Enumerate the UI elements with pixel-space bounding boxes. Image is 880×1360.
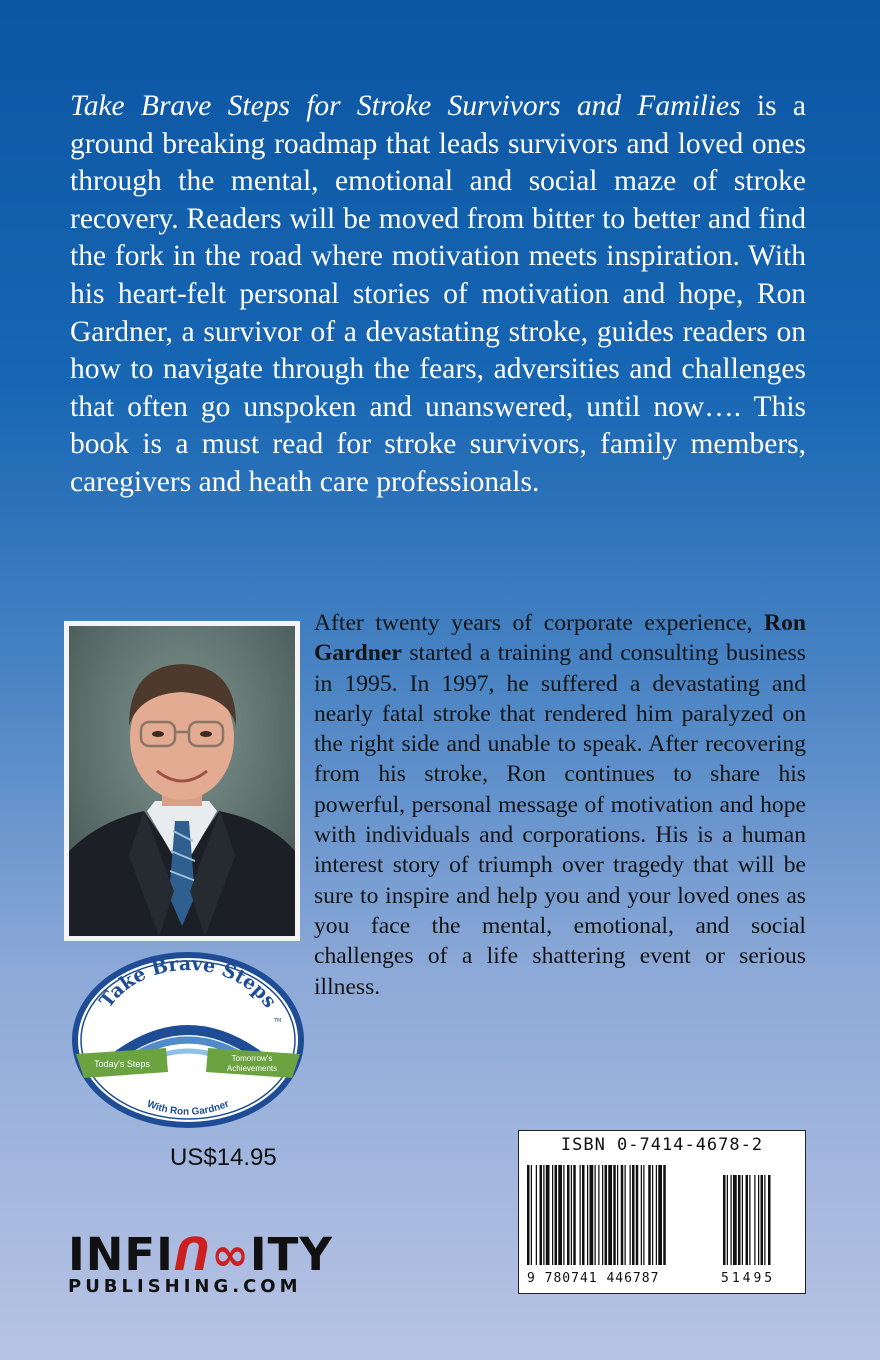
barcode-bar (641, 1165, 642, 1265)
barcode-bar (531, 1165, 532, 1265)
barcode-bar (613, 1165, 616, 1265)
barcode-bar (630, 1165, 631, 1265)
barcode-bar (602, 1165, 603, 1265)
barcode-bar (571, 1165, 572, 1265)
cover-blurb (70, 88, 806, 502)
bio-intro: After twenty years of corporate experience, (314, 610, 765, 636)
barcode-ext-bar (749, 1175, 750, 1265)
barcode-bar (605, 1165, 608, 1265)
barcode-bar (617, 1165, 618, 1265)
publisher-name (68, 1228, 398, 1281)
barcode-bar (536, 1165, 537, 1265)
barcode-bar (567, 1165, 570, 1265)
publisher-logo (68, 1228, 398, 1297)
barcode-bar (648, 1165, 651, 1265)
barcode-bars (527, 1165, 801, 1269)
barcode-ext-bar (738, 1175, 741, 1265)
barcode-bar (587, 1165, 588, 1265)
publisher-name-start: INFI (68, 1228, 174, 1281)
barcode-bar (656, 1165, 657, 1265)
barcode-bar (636, 1165, 639, 1265)
barcode-bar (573, 1165, 576, 1265)
barcode-bar (543, 1165, 544, 1265)
barcode-ext-bar (733, 1175, 737, 1265)
barcode-bar (590, 1165, 594, 1265)
barcode-ext-bar (746, 1175, 749, 1265)
barcode-ext-bar (727, 1175, 728, 1265)
barcode-ext-bar (723, 1175, 726, 1265)
barcode-bar (580, 1165, 581, 1265)
barcode-bar (563, 1165, 564, 1265)
barcode-ext-bar (758, 1175, 759, 1265)
barcode-bar (540, 1165, 543, 1265)
logo-right-label-1: Tomorrow's (231, 1054, 273, 1063)
barcode-ext-bar (764, 1175, 765, 1265)
blurb-text: is a ground breaking roadmap that leads survivors and loved ones through the mental, emotional and social maze of stroke recovery. Readers will be moved from bitter to better and find the fork in the road where motivation meets inspiration. With his heart-felt personal stories of motivation and hope, Ron Gardner, a survivor of a devastating stroke, guides readers on how to navigate through the fears, adversities and challenges that often go unspoken and unanswered, until now…. This book is a must read for stroke survivors, family members, caregivers and heath care professionals. (70, 90, 806, 498)
author-bio (314, 608, 806, 1002)
barcode-bar (558, 1165, 562, 1265)
logo-title: Take Brave Steps (95, 952, 281, 1013)
barcode-bar (621, 1165, 624, 1265)
ext-digits: 51495 (721, 1271, 776, 1286)
price-label: US$14.95 (170, 1144, 277, 1171)
author-portrait-image (69, 626, 295, 936)
logo-right-label-2: Achievements (226, 1064, 278, 1073)
isbn-label: ISBN 0-7414-4678-2 (560, 1135, 764, 1155)
barcode-bar (608, 1165, 612, 1265)
bio-text: started a training and consulting business in 1995. In 1997, he suffered a devastating and nearly fatal stroke that rendered him paralyzed on the right side and unable to speak. After recovering from his stroke, Ron continues to share his powerful, personal message of motivation and hope with individuals and corporations. His is a human interest story of triumph over tragedy that will be sure to inspire and help you and your loved ones as you face the mental, emotional, and social challenges of a life shattering event or serious illness. (314, 640, 806, 1000)
barcode-bar (552, 1165, 553, 1265)
author-name: Ron Gardner (314, 610, 806, 667)
barcode-bar (582, 1165, 585, 1265)
take-brave-steps-logo (70, 950, 306, 1130)
publisher-domain: PUBLISHING.COM (68, 1276, 302, 1297)
book-title: Take Brave Steps for Stroke Survivors and Families (70, 90, 741, 122)
barcode-bar (598, 1165, 599, 1265)
ean-digits: 9 780741 446787 (527, 1271, 660, 1286)
barcode-ext-bar (768, 1175, 771, 1265)
barcode-bar (643, 1165, 644, 1265)
author-photo (64, 621, 300, 941)
barcode-ext-bar (754, 1175, 755, 1265)
logo-tm: TM (274, 1018, 282, 1024)
barcode-bar (652, 1165, 653, 1265)
publisher-infinity-mark: ᑎ∞ (173, 1228, 250, 1281)
isbn-barcode (518, 1130, 806, 1294)
barcode-bar (625, 1165, 626, 1265)
barcode-bar (632, 1165, 635, 1265)
barcode-ext-bar (742, 1175, 743, 1265)
barcode-bar (546, 1165, 550, 1265)
logo-byline: With Ron Gardner (145, 1098, 231, 1118)
barcode-bar (663, 1165, 666, 1265)
barcode-ext-bar (731, 1175, 732, 1265)
barcode-bar (658, 1165, 662, 1265)
publisher-name-end: ITY (249, 1228, 333, 1281)
barcode-bar (527, 1165, 530, 1265)
logo-left-label: Today's Steps (94, 1059, 150, 1069)
barcode-bar (555, 1165, 558, 1265)
barcode-bar (595, 1165, 596, 1265)
barcode-ext-bar (761, 1175, 764, 1265)
